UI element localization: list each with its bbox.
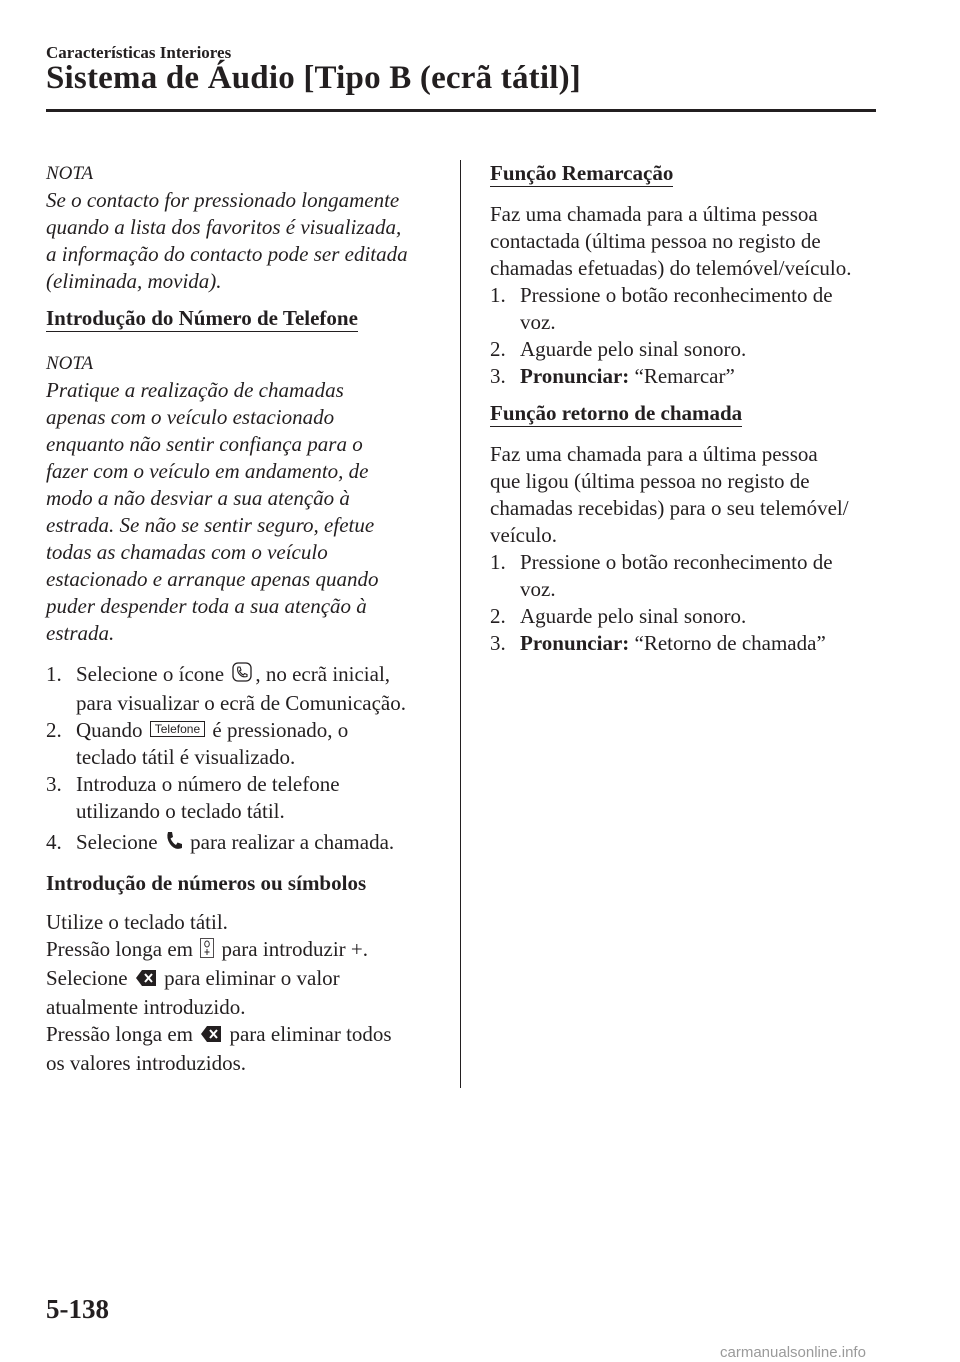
note-line: apenas com o veículo estacionado [46, 405, 335, 429]
paragraph-line: Selecione para eliminar o valor [46, 965, 446, 994]
backspace-icon [200, 1023, 222, 1050]
section-label: Características Interiores [46, 43, 232, 62]
section-heading-phone-number: Introdução do Número de Telefone [46, 306, 358, 330]
section-heading-callback: Função retorno de chamada [490, 401, 743, 425]
note-line: enquanto não sentir confiança para o [46, 432, 363, 456]
note-line: estrada. [46, 621, 115, 645]
note-label: NOTA [46, 353, 94, 374]
note-line: fazer com o veículo em andamento, de [46, 459, 369, 483]
header-rule [46, 109, 876, 112]
communication-icon [231, 661, 253, 690]
paragraph-line: Faz uma chamada para a última pessoa [490, 202, 818, 226]
paragraph-line: que ligou (última pessoa no registo de [490, 469, 810, 493]
column-divider [460, 160, 461, 1088]
note-line: quando a lista dos favoritos é visualizada, [46, 215, 402, 239]
backspace-icon [135, 967, 157, 994]
list-item: 3. Introduza o número de telefone utilizando o teclado tátil. [46, 772, 340, 823]
note-line: modo a não desviar a sua atenção à [46, 486, 350, 510]
list-item: 3. Pronunciar: “Remarcar” [490, 364, 735, 388]
paragraph-line: contactada (última pessoa no registo de [490, 229, 821, 253]
list-item: 1. Selecione o ícone , no ecrã inicial, para visualizar o ecrã de Comunicação. [46, 662, 407, 715]
telefone-key: Telefone [150, 721, 205, 737]
paragraph-line: Pressão longa em para introduzir +. [46, 936, 446, 965]
zero-plus-key-icon [200, 938, 214, 965]
paragraph-line: chamadas recebidas) para o seu telemóvel/ [490, 496, 849, 520]
left-column [46, 160, 446, 1077]
note-line: estacionado e arranque apenas quando [46, 567, 379, 591]
list-item: 2. Quando Telefone é pressionado, o teclado tátil é visualizado. [46, 718, 349, 769]
paragraph-line: chamadas efetuadas) do telemóvel/veículo. [490, 256, 852, 280]
paragraph-line: Faz uma chamada para a última pessoa [490, 442, 818, 466]
right-column [490, 160, 890, 657]
list-item: 4. Selecione para realizar a chamada. [46, 829, 446, 858]
page-number: 5-138 [46, 1294, 109, 1324]
paragraph-line: Utilize o teclado tátil. [46, 910, 228, 934]
list-item: 2. Aguarde pelo sinal sonoro. [490, 604, 747, 628]
list-item: 2. Aguarde pelo sinal sonoro. [490, 337, 747, 361]
paragraph-line: atualmente introduzido. [46, 995, 246, 1019]
note-line: a informação do contacto pode ser editada [46, 242, 408, 266]
list-item: 3. Pronunciar: “Retorno de chamada” [490, 631, 826, 655]
paragraph-line: veículo. [490, 523, 558, 547]
note-line: (eliminada, movida). [46, 269, 222, 293]
list-item: 1. Pressione o botão reconhecimento de voz. [490, 550, 833, 601]
note-line: Pratique a realização de chamadas [46, 378, 344, 402]
note-line: estrada. Se não se sentir seguro, efetue [46, 513, 375, 537]
list-item: 1. Pressione o botão reconhecimento de voz. [490, 283, 833, 334]
step-list [490, 549, 890, 657]
note-line: Se o contacto for pressionado longamente [46, 188, 400, 212]
phone-call-icon [165, 831, 183, 858]
note-label: NOTA [46, 163, 94, 184]
watermark: carmanualsonline.info [720, 1344, 866, 1361]
paragraph-line: os valores introduzidos. [46, 1051, 247, 1075]
paragraph-line: Pressão longa em para eliminar todos [46, 1021, 446, 1050]
page-title: Sistema de Áudio [Tipo B (ecrã tátil)] [46, 60, 581, 96]
note-line: puder despender toda a sua atenção à [46, 594, 367, 618]
note-line: todas as chamadas com o veículo [46, 540, 328, 564]
step-list [490, 282, 890, 390]
section-heading-symbols: Introdução de números ou símbolos [46, 871, 367, 895]
step-list [46, 661, 446, 858]
section-heading-redial: Função Remarcação [490, 161, 674, 185]
